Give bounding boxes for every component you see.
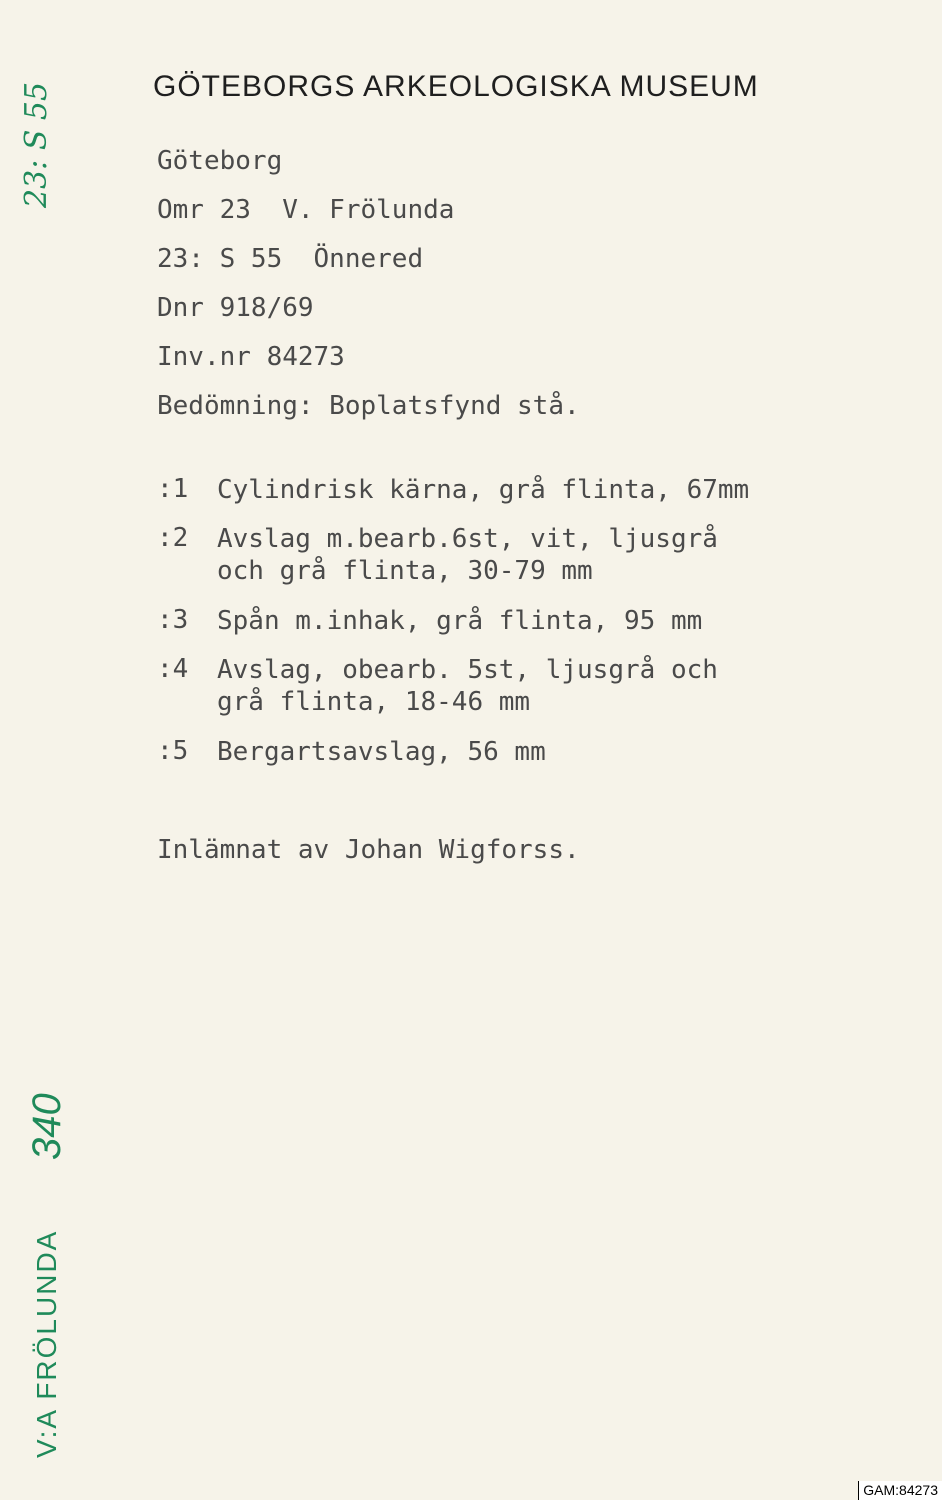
locality-stamp (0, 1040, 80, 1480)
item-description: Avslag m.bearb.6st, vit, ljusgrå och grå flinta, 30-79 mm (217, 524, 718, 586)
item-description: Spån m.inhak, grå flinta, 95 mm (217, 606, 703, 636)
item-description: Bergartsavslag, 56 mm (217, 737, 546, 767)
city: Göteborg (157, 146, 283, 176)
museum-title: GÖTEBORGS ARKEOLOGISKA MUSEUM (153, 70, 759, 103)
inventory-number: Inv.nr 84273 (157, 342, 345, 372)
submitted-by: Inlämnat av Johan Wigforss. (157, 835, 580, 865)
item-number: :2 (157, 523, 189, 553)
item-number: :3 (157, 605, 189, 635)
locality-label: V:A FRÖLUNDA (31, 1229, 62, 1458)
site: 23: S 55 Önnered (157, 244, 424, 274)
item-number: :5 (157, 736, 189, 766)
locality-number: 340 (25, 1093, 69, 1160)
item-number: :1 (157, 474, 189, 504)
item-description: Avslag, obearb. 5st, ljusgrå och grå flinta, 18-46 mm (217, 655, 718, 717)
archive-stamp: GAM:84273 (858, 1481, 942, 1500)
handwritten-site-note (6, 30, 66, 210)
item-number: :4 (157, 654, 189, 684)
item-description: Cylindrisk kärna, grå flinta, 67mm (217, 475, 750, 505)
assessment: Bedömning: Boplatsfynd stå. (157, 391, 580, 421)
area: Omr 23 V. Frölunda (157, 195, 455, 225)
handwritten-site-text: 23: S 55 (19, 81, 54, 208)
dnr: Dnr 918/69 (157, 293, 314, 323)
